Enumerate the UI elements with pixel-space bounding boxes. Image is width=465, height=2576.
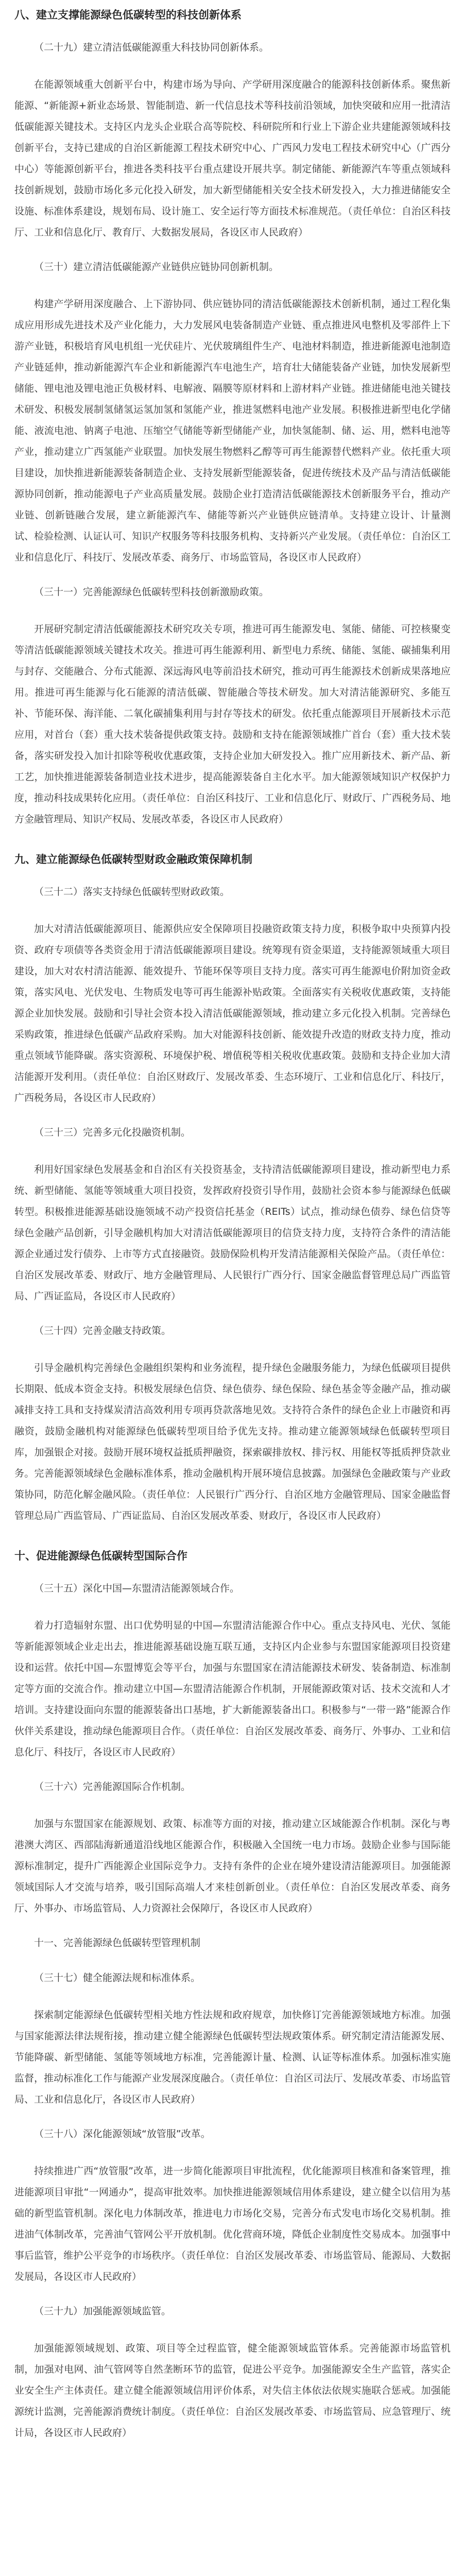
article-36-heading: （三十六）完善能源国际合作机制。 (34, 1781, 191, 1792)
article-30-heading: （三十）建立清洁低碳能源产业链供应链协同创新机制。 (34, 261, 279, 273)
section-9 (14, 851, 451, 1527)
article-31-heading: （三十一）完善能源绿色低碳转型科技创新激励政策。 (34, 586, 269, 598)
article-37-heading: （三十七）健全能源法规和标准体系。 (34, 1972, 201, 1984)
article-35-heading: （三十五）深化中国—东盟清洁能源领域合作。 (34, 1583, 240, 1594)
section-11-heading: 十一、完善能源绿色低碳转型管理机制 (34, 1937, 201, 1948)
article-30-body: 构建产学研用深度融合、上下游协同、供应链协同的清洁低碳能源技术创新机制，通过工程化集成应用形成先进技术及产业化能力，大力发展风电装备制造产业链、重点推进风电整机及零部件上下游产业链，积极培育风电机组一光伏硅片、光伏玻璃组件生产、电池材料制造，推进新能源电池制造产业链延伸，推动新能源汽车企业和新能源汽车电池生产，培育壮大储能装备产业链，加快发展新型储能、锂电池及锂电池正负极材料、电解液、隔膜等原材料和上游材料产业链。推进储能电池关键技术研发、积极发展制氢储氢运氢加氢和氢能产业，推进氢燃料电池产业发展。积极推进新型电化学储能、液流电池、钠离子电池、压缩空气储能等新型储能产业，加快氢能制、储、运、用，燃料电池等产业，推动建立广西氢能产业联盟。加快发展生物燃料乙醇等可再生能源替代燃料产业。依托重大项目建设，加快推进新能源装备制造企业、支持发展新型能源装备，促进传统技术及产品与清洁低碳能源协同创新，推动能源电子产业高质量发展。鼓励企业打造清洁低碳能源技术创新服务平台，推动产业链、创新链融合发展，建立新能源汽车、储能等新兴产业链供应链清单。支持建立设计、计量测试、检验检测、认证认可、知识产权服务等科技服务机构、支持新兴产业发展。（责任单位：自治区工业和信息化厅、科技厅、发展改革委、商务厅、市场监管局，各设区市人民政府） (14, 298, 451, 563)
article-31-body: 开展研究制定清洁低碳能源技术研究攻关专项，推进可再生能源发电、氢能、储能、可控核聚变等清洁低碳能源领域关键技术攻关。推进可再生能源利用、新型电力系统、储能、氢能、碳捕集利用与封存、交能融合、分布式能源、深远海风电等前沿技术研究，推动可再生能源技术创新成果落地应用。推进可再生能源与化石能源的清洁低碳、智能融合等技术研发。加大对清洁能源研究、多能互补、节能环保、海洋能、二氧化碳捕集利用与封存等技术的研发。依托重点能源项目开展新技术示范应用，对首台（套）重大技术装备提供政策支持。鼓励和支持在能源领域推广首台（套）重大技术装备，落实研发投入加计扣除等税收优惠政策，支持企业加大研发投入。推广应用新技术、新产品、新工艺，加快推进能源装备制造业技术进步，提高能源装备自主化水平。加大能源领域知识产权保护力度，推动科技成果转化应用。（责任单位：自治区科技厅、工业和信息化厅、财政厅、广西税务局、地方金融管理局、知识产权局、发展改革委，各设区市人民政府） (14, 623, 451, 825)
article-34-body: 引导金融机构完善绿色金融组织架构和业务流程，提升绿色金融服务能力，为绿色低碳项目提供长期限、低成本资金支持。积极发展绿色信贷、绿色债券、绿色保险、绿色基金等金融产品，推动碳减排支持工具和支持煤炭清洁高效利用专项再贷款落地见效。支持符合条件的绿色企业上市融资和再融资，鼓励金融机构对能源绿色低碳转型项目给予优先支持。推动建立能源领域绿色低碳转型项目库，加强银企对接。鼓励开展环境权益抵质押融资，探索碳排放权、排污权、用能权等抵质押贷款业务。完善能源领域绿色金融标准体系，推动金融机构开展环境信息披露。加强绿色金融政策与产业政策协同，防范化解金融风险。（责任单位：人民银行广西分行、自治区地方金融管理局、国家金融监督管理总局广西监管局、广西证监局、自治区发展改革委、财政厅，各设区市人民政府） (14, 1362, 451, 1521)
article-38-heading: （三十八）深化能源领域“放管服”改革。 (34, 2128, 211, 2140)
article-32-body: 加大对清洁低碳能源项目、能源供应安全保障项目投融资政策支持力度，积极争取中央预算内投资、政府专项债等各类资金用于清洁低碳能源项目建设。统筹现有资金渠道，支持能源领域重大项目建设，加大对农村清洁能源、能效提升、节能环保等项目支持力度。落实可再生能源电价附加资金政策，落实风电、光伏发电、生物质发电等可再生能源补贴政策。全面落实有关税收优惠政策，支持能源企业加快发展。鼓励和引导社会资本投入清洁低碳能源领域，推动建立多元化投入机制。完善绿色采购政策，推进绿色低碳产品政府采购。加大对能源科技创新、能效提升改造的财政支持力度，推动重点领域节能降碳。落实资源税、环境保护税、增值税等相关税收优惠政策。鼓励和支持企业加大清洁能源开发利用。（责任单位：自治区财政厅、发展改革委、生态环境厅、工业和信息化厅、科技厅，广西税务局，各设区市人民政府） (14, 923, 451, 1104)
section-8 (14, 6, 451, 830)
article-33-body: 利用好国家绿色发展基金和自治区有关投资基金，支持清洁低碳能源项目建设，推动新型电力系统、新型储能、氢能等领域重大项目投资，发挥政府投资引导作用，鼓励社会资本参与能源绿色低碳转型。积极推进能源基础设施领域不动产投资信托基金（REITs）试点，推动绿色债券、绿色信贷等绿色金融产品创新，引导金融机构加大对清洁低碳能源项目的信贷支持力度，支持符合条件的清洁能源企业通过发行债券、上市等方式直接融资。鼓励保险机构开发清洁能源相关保险产品。（责任单位：自治区发展改革委、财政厅、地方金融管理局、人民银行广西分行、国家金融监督管理总局广西监管局、广西证监局，各设区市人民政府） (14, 1164, 451, 1302)
section-11 (14, 1935, 451, 2444)
section-10 (14, 1547, 451, 1919)
article-29-body: 在能源领域重大创新平台中，构建市场为导向、产学研用深度融合的能源科技创新体系。聚焦新能源、“新能源+新业态场景、智能制造、新一代信息技术等科技前沿领域，加快突破和应用一批清洁低碳能源关键技术。支持区内龙头企业联合高等院校、科研院所和行业上下游企业共建能源领域科技创新平台，支持已建成的自治区新能源工程技术研究中心、广西风力发电工程技术研究中心（广西分中心）等能源创新平台，推进各类科技平台重点建设开展共享。制定储能、新能源汽车等重点领域科技创新规划，鼓励市场化多元化投入研发，加大新型储能相关安全技术研发投入，大力推进储能安全设施、标准体系建设，规划布局、设计施工、安全运行等方面技术标准规范。（责任单位：自治区科技厅、工业和信息化厅、教育厅、大数据发展局，各设区市人民政府） (14, 79, 451, 238)
article-29-heading: （二十九）建立清洁低碳能源重大科技协同创新体系。 (34, 42, 269, 53)
article-39-body: 加强能源领域规划、政策、项目等全过程监管，健全能源领域监管体系。完善能源市场监管机制，加强对电网、油气管网等自然垄断环节的监管，促进公平竞争。加强能源安全生产监管，落实企业安全生产主体责任。建立健全能源领域信用评价体系，对失信主体依法依规实施联合惩戒。加强能源统计监测，完善能源消费统计制度。（责任单位：自治区发展改革委、市场监管局、应急管理厅、统计局，各设区市人民政府） (14, 2343, 451, 2438)
section-title: 十、促进能源绿色低碳转型国际合作 (14, 1550, 187, 1562)
article-39-heading: （三十九）加强能源领域监管。 (34, 2306, 171, 2317)
article-32-heading: （三十二）落实支持绿色低碳转型财政政策。 (34, 886, 230, 897)
section-title: 八、建立支撑能源绿色低碳转型的科技创新体系 (14, 9, 242, 21)
article-33-heading: （三十三）完善多元化投融资机制。 (34, 1127, 191, 1138)
article-35-body: 着力打造辐射东盟、出口优势明显的中国—东盟清洁能源合作中心。重点支持风电、光伏、氢能等新能源领域企业走出去，推进能源基础设施互联互通，支持区内企业参与东盟国家能源项目投资建设和运营。依托中国—东盟博览会等平台，加强与东盟国家在清洁能源技术研发、装备制造、标准制定等方面的交流合作。推动建立中国—东盟清洁能源合作机制，开展能源政策对话、技术交流和人才培训。支持建设面向东盟的能源装备出口基地，扩大新能源装备出口。积极参与“一带一路”能源合作伙伴关系建设，推动绿色能源项目合作。（责任单位：自治区发展改革委、商务厅、外事办、工业和信息化厅、科技厅，各设区市人民政府） (14, 1620, 451, 1758)
article-34-heading: （三十四）完善金融支持政策。 (34, 1325, 171, 1336)
article-37-body: 探索制定能源绿色低碳转型相关地方性法规和政府规章，加快修订完善能源领域地方标准。加强与国家能源法律法规衔接，推动建立健全能源绿色低碳转型法规政策体系。研究制定清洁能源发展、节能降碳、新型储能、氢能等领域地方标准，完善能源计量、检测、认证等标准体系。加强标准实施监督，推动标准化工作与能源产业发展深度融合。（责任单位：自治区司法厅、发展改革委、市场监管局、工业和信息化厅，各设区市人民政府） (14, 2009, 451, 2105)
article-36-body: 加强与东盟国家在能源规划、政策、标准等方面的对接，推动建立区域能源合作机制。深化与粤港澳大湾区、西部陆海新通道沿线地区能源合作，积极融入全国统一电力市场。鼓励企业参与国际能源标准制定，提升广西能源企业国际竞争力。支持有条件的企业在境外建设清洁能源项目。加强能源领域国际人才交流与培养，吸引国际高端人才来桂创新创业。（责任单位：自治区发展改革委、商务厅、外事办、市场监管局、人力资源社会保障厅，各设区市人民政府） (14, 1818, 451, 1914)
section-title: 九、建立能源绿色低碳转型财政金融政策保障机制 (14, 853, 252, 866)
article-38-body: 持续推进广西“放管服”改革，进一步简化能源项目审批流程，优化能源项目核准和备案管理，推进能源项目审批“一网通办”，提高审批效率。加快推进能源领域信用体系建设，建立健全以信用为基础的新型监管机制。深化电力体制改革，推进电力市场化交易，完善分布式发电市场化交易机制。推进油气体制改革，完善油气管网公平开放机制。优化营商环境，降低企业制度性交易成本。加强事中事后监管，维护公平竞争的市场秩序。（责任单位：自治区发展改革委、市场监管局、能源局、大数据发展局，各设区市人民政府） (14, 2165, 451, 2282)
